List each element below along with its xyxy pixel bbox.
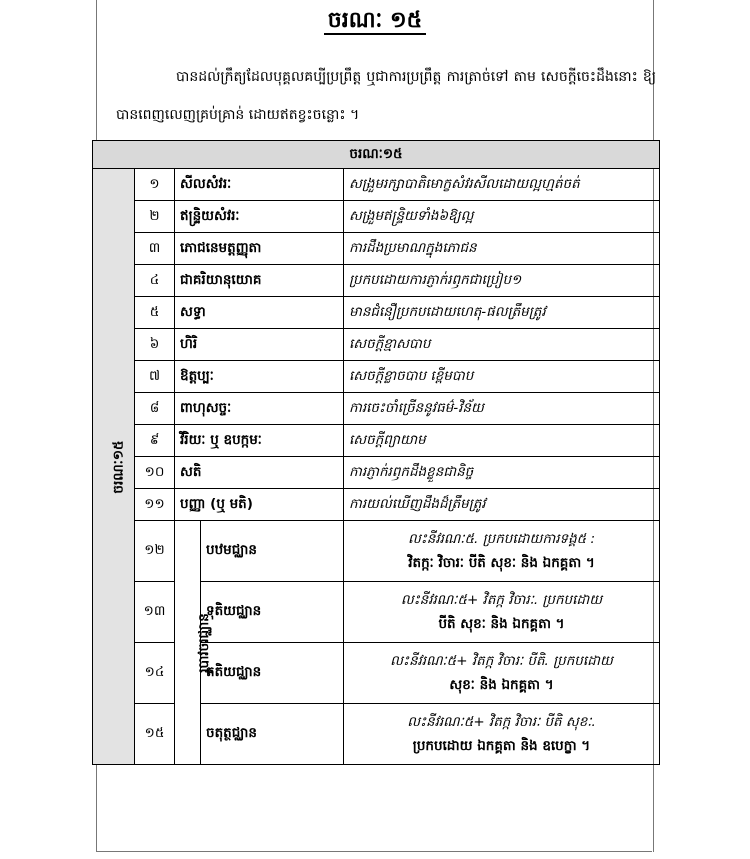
group-label: ចរណៈ១៥	[110, 439, 127, 494]
row-number: ៤	[135, 265, 175, 297]
row-name: វីរិយៈ ឬ ឧបក្កមៈ	[175, 425, 344, 457]
row-description: ការចេះចាំច្រើននូវធម៌-វិន័យ	[344, 393, 660, 425]
row-description: សេចក្ដីខ្មាសបាប	[344, 329, 660, 361]
row-description	[344, 582, 660, 643]
row-name: បញ្ញា (ឬ មតិ)	[175, 489, 344, 521]
row-number: ១១	[135, 489, 175, 521]
row-name: ឥន្ទ្រិយសំវរៈ	[175, 201, 344, 233]
table-row	[93, 201, 660, 233]
row-name: បឋមជ្ឈាន	[201, 521, 344, 582]
desc-line-2: សុខៈ និង ឯកគ្គតា ។	[449, 677, 554, 693]
row-name: សទ្ធា	[175, 297, 344, 329]
row-name: សតិ	[175, 457, 344, 489]
row-number: ៨	[135, 393, 175, 425]
row-number: ១៤	[135, 643, 175, 704]
row-name: ចតុត្ថជ្ឈាន	[201, 704, 344, 765]
jhana-label-cell	[175, 521, 212, 765]
row-description: ប្រកបដោយការភ្ញាក់រឭកជាប្រៀប១	[344, 265, 660, 297]
row-name: តតិយជ្ឈាន	[201, 643, 344, 704]
table-row	[93, 425, 660, 457]
desc-line-2: បីតិ សុខៈ និង ឯកគ្គតា ។	[438, 616, 565, 632]
row-number: ១៣	[135, 582, 175, 643]
row-description: សង្រួមឥន្ទ្រិយទាំង៦ឱ្យល្អ	[344, 201, 660, 233]
intro-paragraph: បានដល់ក្រឹត្យដែលបុគ្គលគប្បីប្រព្រឹត្ត ឬជាការប្រព្រឹត្ត ការត្រាច់ទៅ តាម សេចក្ដីចេះដឹងនោះ ឱ្យបានពេញលេញគ្រប់គ្រាន់ ដោយឥតខ្វះចន្លោះ ។	[116, 69, 656, 123]
row-number: ៩	[135, 425, 175, 457]
row-name: ជាគរិយានុយោគ	[175, 265, 344, 297]
row-description	[344, 704, 660, 765]
row-number: ៧	[135, 361, 175, 393]
table-row	[93, 489, 660, 521]
row-name: ឱត្តប្បៈ	[175, 361, 344, 393]
table-row	[93, 393, 660, 425]
row-description	[344, 643, 660, 704]
table-row	[93, 361, 660, 393]
row-name: ទុតិយជ្ឈាន	[201, 582, 344, 643]
row-number: ១៥	[135, 704, 175, 765]
row-description: ការភ្ញាក់រឭកដឹងខ្លួនជានិច្ច	[344, 457, 660, 489]
row-number: ១	[135, 169, 175, 201]
desc-line-2: វិតក្កៈ វិចារៈ បីតិ សុខៈ និង ឯកគ្គតា ។	[408, 555, 595, 571]
row-number: ២	[135, 201, 175, 233]
row-description: សេចក្ដីខ្លាចបាប ខ្ពើមបាប	[344, 361, 660, 393]
row-number: ១០	[135, 457, 175, 489]
row-description: សង្រួមរក្សាបាតិមោក្ខសំវរសីលដោយល្អហ្មត់ចត់	[344, 169, 660, 201]
row-number: ១២	[135, 521, 175, 582]
charana-table	[92, 140, 660, 765]
page-title: ចរណៈ ១៥	[0, 6, 750, 38]
table-row	[93, 297, 660, 329]
row-description: សេចក្ដីព្យាយាម	[344, 425, 660, 457]
row-description: ការយល់ឃើញដឹងដ៏ត្រឹមត្រូវ	[344, 489, 660, 521]
table-row	[93, 457, 660, 489]
row-number: ៣	[135, 233, 175, 265]
group-label-cell	[93, 169, 135, 765]
desc-line-1: លះនីវរណៈ៥+ វិតក្ក វិចារៈ. ប្រកបដោយ	[400, 592, 603, 608]
row-name: ភោជនេមត្តញ្ញុតា	[175, 233, 344, 265]
table-row	[93, 329, 660, 361]
bottom-rule	[96, 851, 652, 852]
row-number: ៥	[135, 297, 175, 329]
table-header: ចរណៈ១៥	[93, 141, 660, 169]
table-row	[93, 265, 660, 297]
desc-line-1: លះនីវរណៈ៥+ វិតក្ក វិចារៈ បីតិ. ប្រកបដោយ	[390, 653, 613, 669]
row-description: មានជំនឿប្រកបដោយហេតុ-ផលត្រឹមត្រូវ	[344, 297, 660, 329]
table-row	[93, 521, 660, 582]
desc-line-1: លះនីវរណៈ៥+ វិតក្ក វិចារៈ បីតិ សុខៈ.	[407, 714, 596, 730]
row-description	[344, 521, 660, 582]
desc-line-2: ប្រកបដោយ ឯកគ្គតា និង ឧបេក្ខា ។	[412, 738, 591, 754]
desc-line-1: លះនីវរណៈ៥. ប្រកបដោយការទង្គ៥ :	[407, 531, 596, 547]
table-row	[93, 169, 660, 201]
row-name: ពាហុសច្ចៈ	[175, 393, 344, 425]
row-name: ហិរិ	[175, 329, 344, 361]
row-description: ការដឹងប្រមាណក្នុងភោជន	[344, 233, 660, 265]
row-name: សីលសំវរៈ	[175, 169, 344, 201]
jhana-label: រូបាវចរជ្ឈាន	[195, 612, 212, 673]
table-row	[93, 233, 660, 265]
row-number: ៦	[135, 329, 175, 361]
